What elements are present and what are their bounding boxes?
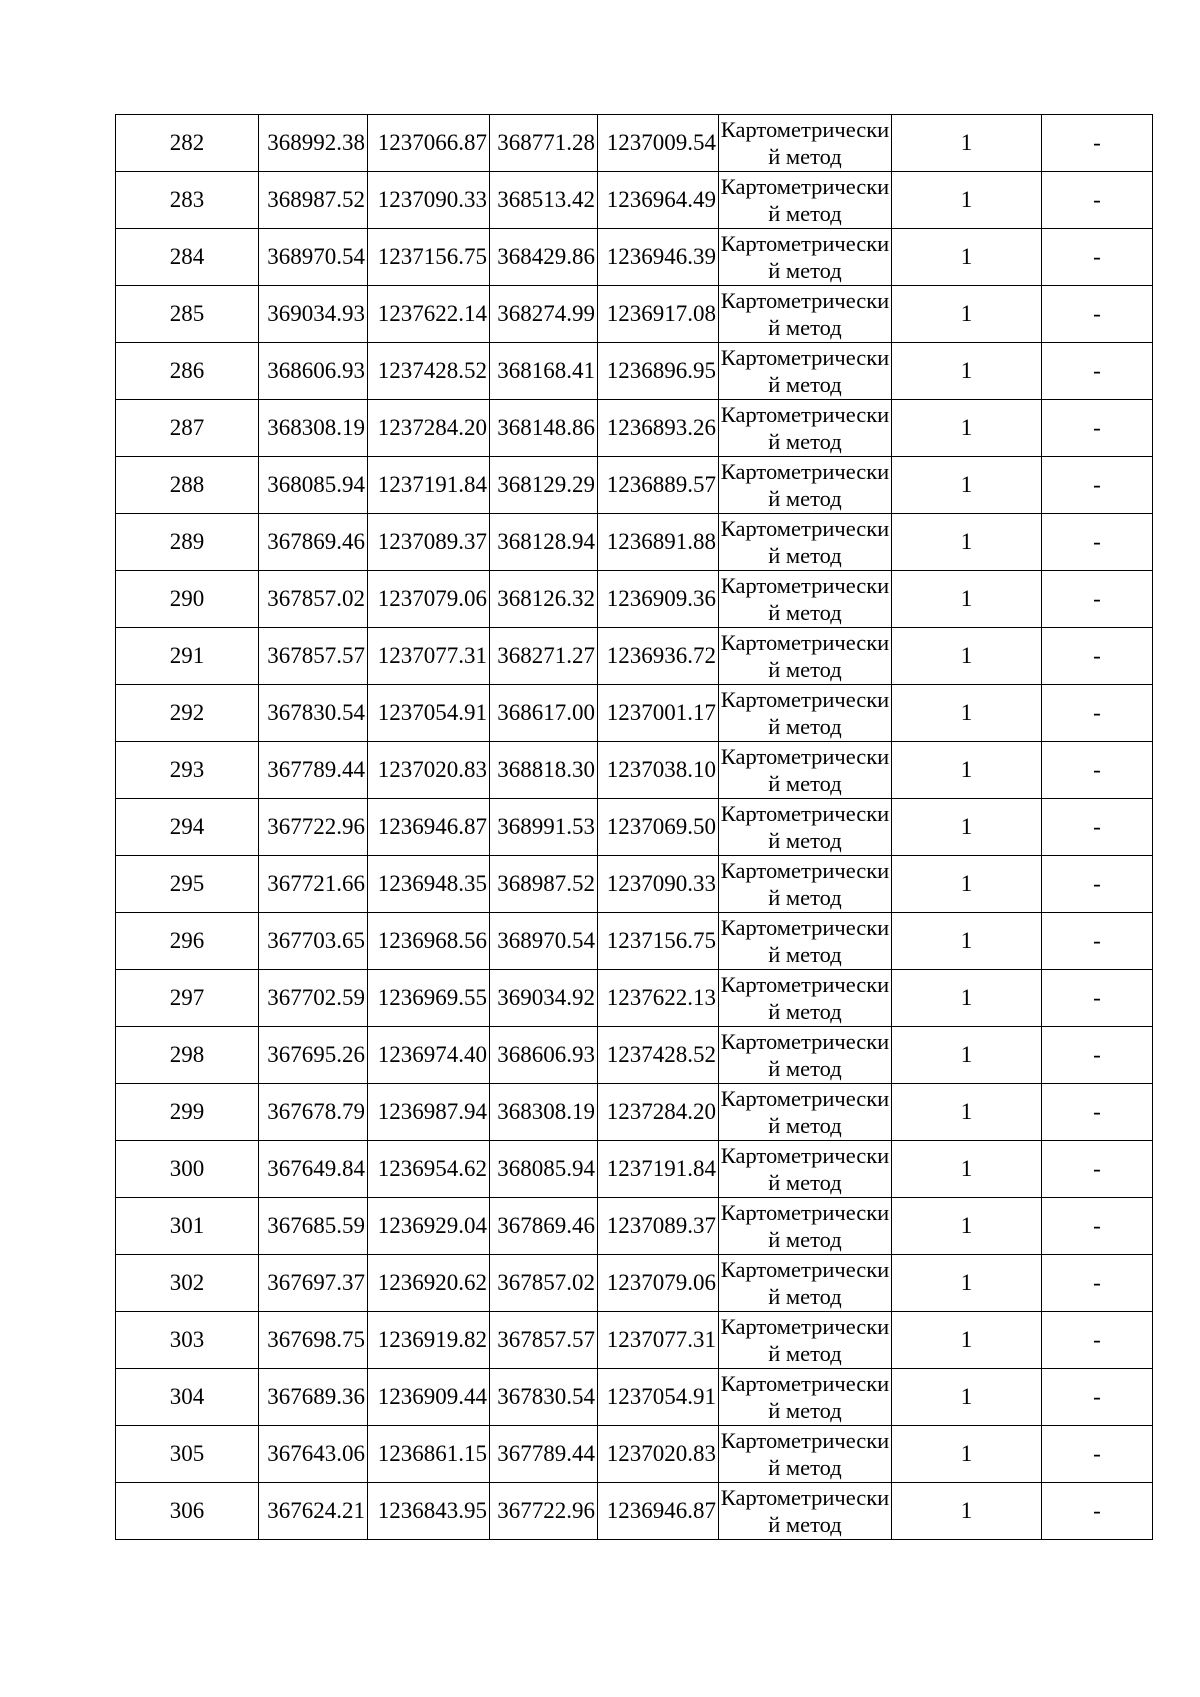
y-existing-cell: 1237020.83 bbox=[368, 742, 490, 799]
method-cell: Картометрический метод bbox=[719, 856, 892, 913]
note-cell: - bbox=[1042, 742, 1153, 799]
y-existing-cell: 1236954.62 bbox=[368, 1141, 490, 1198]
x-existing-cell: 367685.59 bbox=[259, 1198, 368, 1255]
table-row bbox=[116, 856, 1153, 913]
table-row bbox=[116, 685, 1153, 742]
note-cell: - bbox=[1042, 229, 1153, 286]
method-cell: Картометрический метод bbox=[719, 1312, 892, 1369]
y-existing-cell: 1236843.95 bbox=[368, 1483, 490, 1540]
accuracy-cell: 1 bbox=[892, 1141, 1042, 1198]
x-existing-cell: 367649.84 bbox=[259, 1141, 368, 1198]
y-existing-cell: 1236946.87 bbox=[368, 799, 490, 856]
y-new-cell: 1237622.13 bbox=[598, 970, 719, 1027]
accuracy-cell: 1 bbox=[892, 1483, 1042, 1540]
y-new-cell: 1236893.26 bbox=[598, 400, 719, 457]
note-cell: - bbox=[1042, 628, 1153, 685]
x-existing-cell: 367703.65 bbox=[259, 913, 368, 970]
note-cell: - bbox=[1042, 913, 1153, 970]
y-existing-cell: 1237428.52 bbox=[368, 343, 490, 400]
note-cell: - bbox=[1042, 1312, 1153, 1369]
method-cell: Картометрический метод bbox=[719, 229, 892, 286]
note-cell: - bbox=[1042, 1084, 1153, 1141]
x-existing-cell: 367697.37 bbox=[259, 1255, 368, 1312]
accuracy-cell: 1 bbox=[892, 1255, 1042, 1312]
y-existing-cell: 1236987.94 bbox=[368, 1084, 490, 1141]
point-number-cell: 293 bbox=[116, 742, 259, 799]
x-new-cell: 367857.57 bbox=[490, 1312, 598, 1369]
x-existing-cell: 367722.96 bbox=[259, 799, 368, 856]
method-cell: Картометрический метод bbox=[719, 172, 892, 229]
y-new-cell: 1237054.91 bbox=[598, 1369, 719, 1426]
y-existing-cell: 1236909.44 bbox=[368, 1369, 490, 1426]
y-existing-cell: 1237191.84 bbox=[368, 457, 490, 514]
note-cell: - bbox=[1042, 1426, 1153, 1483]
table-row bbox=[116, 1312, 1153, 1369]
table-row bbox=[116, 628, 1153, 685]
accuracy-cell: 1 bbox=[892, 115, 1042, 172]
point-number-cell: 285 bbox=[116, 286, 259, 343]
point-number-cell: 304 bbox=[116, 1369, 259, 1426]
method-cell: Картометрический метод bbox=[719, 685, 892, 742]
x-existing-cell: 367857.02 bbox=[259, 571, 368, 628]
x-new-cell: 368771.28 bbox=[490, 115, 598, 172]
method-cell: Картометрический метод bbox=[719, 514, 892, 571]
x-new-cell: 368148.86 bbox=[490, 400, 598, 457]
accuracy-cell: 1 bbox=[892, 514, 1042, 571]
x-existing-cell: 368992.38 bbox=[259, 115, 368, 172]
x-new-cell: 368126.32 bbox=[490, 571, 598, 628]
accuracy-cell: 1 bbox=[892, 1084, 1042, 1141]
y-new-cell: 1237001.17 bbox=[598, 685, 719, 742]
x-existing-cell: 367695.26 bbox=[259, 1027, 368, 1084]
y-existing-cell: 1237089.37 bbox=[368, 514, 490, 571]
method-cell: Картометрический метод bbox=[719, 343, 892, 400]
point-number-cell: 283 bbox=[116, 172, 259, 229]
y-new-cell: 1237079.06 bbox=[598, 1255, 719, 1312]
x-new-cell: 368617.00 bbox=[490, 685, 598, 742]
table-row bbox=[116, 286, 1153, 343]
x-existing-cell: 367624.21 bbox=[259, 1483, 368, 1540]
y-existing-cell: 1236969.55 bbox=[368, 970, 490, 1027]
y-new-cell: 1237089.37 bbox=[598, 1198, 719, 1255]
x-new-cell: 368429.86 bbox=[490, 229, 598, 286]
coordinates-table bbox=[115, 114, 1153, 1540]
point-number-cell: 282 bbox=[116, 115, 259, 172]
x-existing-cell: 368308.19 bbox=[259, 400, 368, 457]
x-existing-cell: 367643.06 bbox=[259, 1426, 368, 1483]
point-number-cell: 290 bbox=[116, 571, 259, 628]
method-cell: Картометрический метод bbox=[719, 115, 892, 172]
accuracy-cell: 1 bbox=[892, 913, 1042, 970]
accuracy-cell: 1 bbox=[892, 286, 1042, 343]
x-new-cell: 368129.29 bbox=[490, 457, 598, 514]
method-cell: Картометрический метод bbox=[719, 1255, 892, 1312]
y-existing-cell: 1236920.62 bbox=[368, 1255, 490, 1312]
x-existing-cell: 368987.52 bbox=[259, 172, 368, 229]
note-cell: - bbox=[1042, 115, 1153, 172]
y-existing-cell: 1236968.56 bbox=[368, 913, 490, 970]
x-new-cell: 368308.19 bbox=[490, 1084, 598, 1141]
x-existing-cell: 367721.66 bbox=[259, 856, 368, 913]
point-number-cell: 297 bbox=[116, 970, 259, 1027]
x-existing-cell: 367702.59 bbox=[259, 970, 368, 1027]
y-new-cell: 1236946.39 bbox=[598, 229, 719, 286]
method-cell: Картометрический метод bbox=[719, 457, 892, 514]
y-new-cell: 1237077.31 bbox=[598, 1312, 719, 1369]
point-number-cell: 305 bbox=[116, 1426, 259, 1483]
accuracy-cell: 1 bbox=[892, 1312, 1042, 1369]
note-cell: - bbox=[1042, 400, 1153, 457]
table-row bbox=[116, 1369, 1153, 1426]
x-existing-cell: 368970.54 bbox=[259, 229, 368, 286]
x-new-cell: 369034.92 bbox=[490, 970, 598, 1027]
note-cell: - bbox=[1042, 172, 1153, 229]
method-cell: Картометрический метод bbox=[719, 1084, 892, 1141]
y-existing-cell: 1237054.91 bbox=[368, 685, 490, 742]
point-number-cell: 302 bbox=[116, 1255, 259, 1312]
accuracy-cell: 1 bbox=[892, 400, 1042, 457]
note-cell: - bbox=[1042, 685, 1153, 742]
point-number-cell: 295 bbox=[116, 856, 259, 913]
x-existing-cell: 369034.93 bbox=[259, 286, 368, 343]
point-number-cell: 284 bbox=[116, 229, 259, 286]
y-new-cell: 1237038.10 bbox=[598, 742, 719, 799]
point-number-cell: 299 bbox=[116, 1084, 259, 1141]
method-cell: Картометрический метод bbox=[719, 970, 892, 1027]
method-cell: Картометрический метод bbox=[719, 1198, 892, 1255]
method-cell: Картометрический метод bbox=[719, 1426, 892, 1483]
y-new-cell: 1237284.20 bbox=[598, 1084, 719, 1141]
table-row bbox=[116, 1027, 1153, 1084]
accuracy-cell: 1 bbox=[892, 856, 1042, 913]
y-existing-cell: 1236948.35 bbox=[368, 856, 490, 913]
accuracy-cell: 1 bbox=[892, 229, 1042, 286]
note-cell: - bbox=[1042, 1027, 1153, 1084]
y-existing-cell: 1237079.06 bbox=[368, 571, 490, 628]
x-existing-cell: 367678.79 bbox=[259, 1084, 368, 1141]
x-new-cell: 368818.30 bbox=[490, 742, 598, 799]
accuracy-cell: 1 bbox=[892, 628, 1042, 685]
y-existing-cell: 1237077.31 bbox=[368, 628, 490, 685]
accuracy-cell: 1 bbox=[892, 799, 1042, 856]
point-number-cell: 300 bbox=[116, 1141, 259, 1198]
x-existing-cell: 367689.36 bbox=[259, 1369, 368, 1426]
x-new-cell: 368513.42 bbox=[490, 172, 598, 229]
point-number-cell: 291 bbox=[116, 628, 259, 685]
note-cell: - bbox=[1042, 970, 1153, 1027]
x-existing-cell: 368606.93 bbox=[259, 343, 368, 400]
accuracy-cell: 1 bbox=[892, 571, 1042, 628]
x-new-cell: 367857.02 bbox=[490, 1255, 598, 1312]
x-new-cell: 368128.94 bbox=[490, 514, 598, 571]
table-row bbox=[116, 229, 1153, 286]
method-cell: Картометрический метод bbox=[719, 1369, 892, 1426]
x-new-cell: 368987.52 bbox=[490, 856, 598, 913]
point-number-cell: 296 bbox=[116, 913, 259, 970]
x-new-cell: 368970.54 bbox=[490, 913, 598, 970]
point-number-cell: 294 bbox=[116, 799, 259, 856]
accuracy-cell: 1 bbox=[892, 1426, 1042, 1483]
y-existing-cell: 1237090.33 bbox=[368, 172, 490, 229]
table-row bbox=[116, 1084, 1153, 1141]
y-existing-cell: 1236861.15 bbox=[368, 1426, 490, 1483]
note-cell: - bbox=[1042, 1483, 1153, 1540]
table-row bbox=[116, 400, 1153, 457]
accuracy-cell: 1 bbox=[892, 1027, 1042, 1084]
x-new-cell: 367722.96 bbox=[490, 1483, 598, 1540]
table-row bbox=[116, 913, 1153, 970]
table-row bbox=[116, 172, 1153, 229]
table-row bbox=[116, 799, 1153, 856]
table-row bbox=[116, 457, 1153, 514]
method-cell: Картометрический метод bbox=[719, 1141, 892, 1198]
y-new-cell: 1236896.95 bbox=[598, 343, 719, 400]
note-cell: - bbox=[1042, 457, 1153, 514]
y-existing-cell: 1237622.14 bbox=[368, 286, 490, 343]
note-cell: - bbox=[1042, 1141, 1153, 1198]
table-row bbox=[116, 1198, 1153, 1255]
accuracy-cell: 1 bbox=[892, 457, 1042, 514]
y-new-cell: 1236891.88 bbox=[598, 514, 719, 571]
y-new-cell: 1237090.33 bbox=[598, 856, 719, 913]
y-new-cell: 1237191.84 bbox=[598, 1141, 719, 1198]
method-cell: Картометрический метод bbox=[719, 400, 892, 457]
method-cell: Картометрический метод bbox=[719, 1483, 892, 1540]
note-cell: - bbox=[1042, 286, 1153, 343]
accuracy-cell: 1 bbox=[892, 343, 1042, 400]
x-new-cell: 367869.46 bbox=[490, 1198, 598, 1255]
point-number-cell: 286 bbox=[116, 343, 259, 400]
x-existing-cell: 367857.57 bbox=[259, 628, 368, 685]
y-existing-cell: 1237066.87 bbox=[368, 115, 490, 172]
accuracy-cell: 1 bbox=[892, 742, 1042, 799]
y-existing-cell: 1236974.40 bbox=[368, 1027, 490, 1084]
x-new-cell: 368271.27 bbox=[490, 628, 598, 685]
method-cell: Картометрический метод bbox=[719, 286, 892, 343]
x-new-cell: 368274.99 bbox=[490, 286, 598, 343]
point-number-cell: 301 bbox=[116, 1198, 259, 1255]
table-row bbox=[116, 1255, 1153, 1312]
table-row bbox=[116, 742, 1153, 799]
y-existing-cell: 1236919.82 bbox=[368, 1312, 490, 1369]
note-cell: - bbox=[1042, 799, 1153, 856]
point-number-cell: 306 bbox=[116, 1483, 259, 1540]
x-new-cell: 368991.53 bbox=[490, 799, 598, 856]
method-cell: Картометрический метод bbox=[719, 628, 892, 685]
x-existing-cell: 367789.44 bbox=[259, 742, 368, 799]
y-new-cell: 1237428.52 bbox=[598, 1027, 719, 1084]
method-cell: Картометрический метод bbox=[719, 571, 892, 628]
y-new-cell: 1236909.36 bbox=[598, 571, 719, 628]
y-new-cell: 1236964.49 bbox=[598, 172, 719, 229]
table-row bbox=[116, 1426, 1153, 1483]
x-new-cell: 367830.54 bbox=[490, 1369, 598, 1426]
x-new-cell: 368606.93 bbox=[490, 1027, 598, 1084]
point-number-cell: 303 bbox=[116, 1312, 259, 1369]
table-row bbox=[116, 970, 1153, 1027]
point-number-cell: 289 bbox=[116, 514, 259, 571]
point-number-cell: 298 bbox=[116, 1027, 259, 1084]
y-existing-cell: 1236929.04 bbox=[368, 1198, 490, 1255]
note-cell: - bbox=[1042, 856, 1153, 913]
table-row bbox=[116, 1141, 1153, 1198]
method-cell: Картометрический метод bbox=[719, 1027, 892, 1084]
table-row bbox=[116, 343, 1153, 400]
y-new-cell: 1236946.87 bbox=[598, 1483, 719, 1540]
y-existing-cell: 1237284.20 bbox=[368, 400, 490, 457]
x-existing-cell: 367698.75 bbox=[259, 1312, 368, 1369]
y-new-cell: 1236917.08 bbox=[598, 286, 719, 343]
y-existing-cell: 1237156.75 bbox=[368, 229, 490, 286]
table-row bbox=[116, 1483, 1153, 1540]
accuracy-cell: 1 bbox=[892, 1369, 1042, 1426]
x-new-cell: 368168.41 bbox=[490, 343, 598, 400]
method-cell: Картометрический метод bbox=[719, 799, 892, 856]
y-new-cell: 1237009.54 bbox=[598, 115, 719, 172]
table-row bbox=[116, 571, 1153, 628]
point-number-cell: 292 bbox=[116, 685, 259, 742]
method-cell: Картометрический метод bbox=[719, 913, 892, 970]
x-existing-cell: 367830.54 bbox=[259, 685, 368, 742]
table-body bbox=[116, 115, 1153, 1540]
y-new-cell: 1237156.75 bbox=[598, 913, 719, 970]
x-new-cell: 367789.44 bbox=[490, 1426, 598, 1483]
accuracy-cell: 1 bbox=[892, 970, 1042, 1027]
note-cell: - bbox=[1042, 1369, 1153, 1426]
x-new-cell: 368085.94 bbox=[490, 1141, 598, 1198]
note-cell: - bbox=[1042, 1255, 1153, 1312]
y-new-cell: 1236889.57 bbox=[598, 457, 719, 514]
point-number-cell: 288 bbox=[116, 457, 259, 514]
table-row bbox=[116, 115, 1153, 172]
y-new-cell: 1236936.72 bbox=[598, 628, 719, 685]
accuracy-cell: 1 bbox=[892, 685, 1042, 742]
x-existing-cell: 367869.46 bbox=[259, 514, 368, 571]
accuracy-cell: 1 bbox=[892, 1198, 1042, 1255]
y-new-cell: 1237069.50 bbox=[598, 799, 719, 856]
accuracy-cell: 1 bbox=[892, 172, 1042, 229]
note-cell: - bbox=[1042, 571, 1153, 628]
note-cell: - bbox=[1042, 1198, 1153, 1255]
y-new-cell: 1237020.83 bbox=[598, 1426, 719, 1483]
table-row bbox=[116, 514, 1153, 571]
point-number-cell: 287 bbox=[116, 400, 259, 457]
note-cell: - bbox=[1042, 343, 1153, 400]
method-cell: Картометрический метод bbox=[719, 742, 892, 799]
x-existing-cell: 368085.94 bbox=[259, 457, 368, 514]
note-cell: - bbox=[1042, 514, 1153, 571]
